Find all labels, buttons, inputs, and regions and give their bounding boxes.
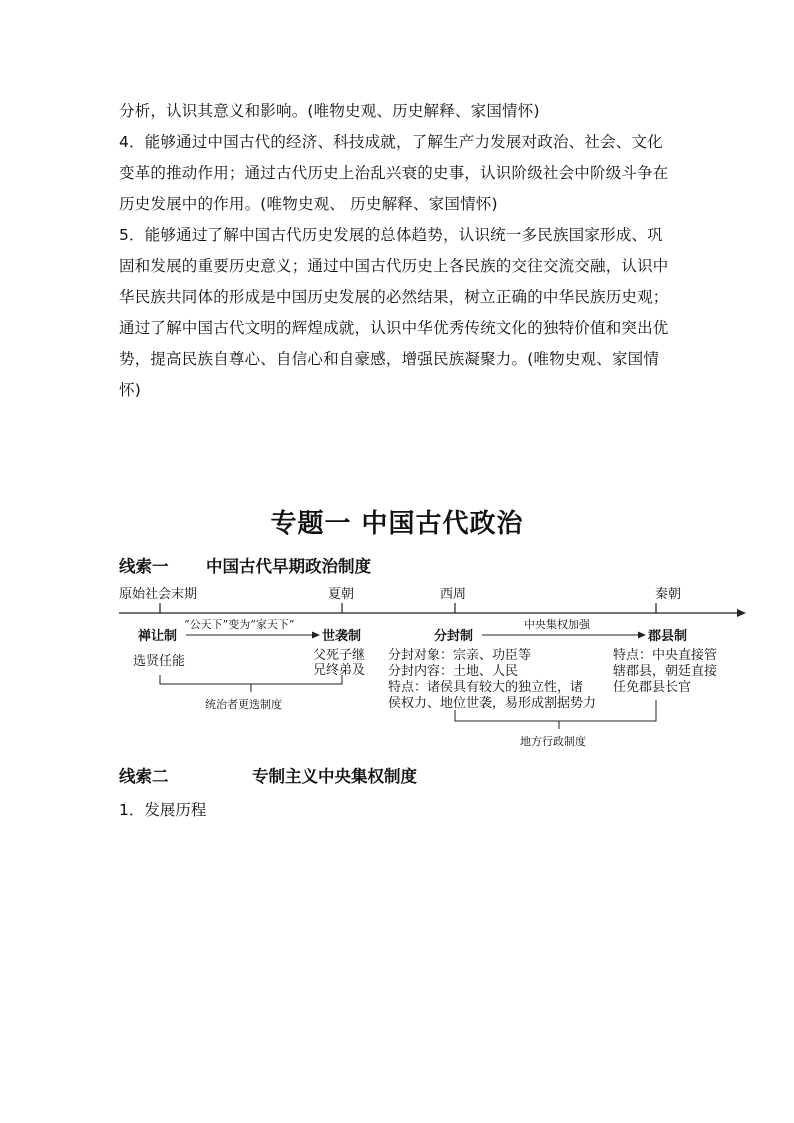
note-text: 特点：诸侯具有较大的独立性，诸 xyxy=(388,680,584,695)
brace-label: 统治者更迭制度 xyxy=(205,698,282,711)
transition-label: 中央集权加强 xyxy=(524,618,590,631)
note-text: 父死子继 xyxy=(313,648,366,663)
note-text: 侯权力、地位世袭，易形成割据势力 xyxy=(388,696,597,711)
timeline-arrowhead xyxy=(737,609,746,617)
text-line: 4．能够通过中国古代的经济、科技成就，了解生产力发展对政治、社会、文化 xyxy=(119,133,663,151)
text-line: 势，提高民族自尊心、自信心和自豪感，增强民族凝聚力。(唯物史观、家国情 xyxy=(119,350,660,368)
transition-label: “公天下”变为“家天下” xyxy=(184,618,295,631)
subheading: 1．发展历程 xyxy=(119,801,207,819)
note-text: 分封对象：宗亲、功臣等 xyxy=(388,648,532,663)
note-text: 任免郡县长官 xyxy=(613,680,692,695)
note-text: 辖郡县，朝廷直接 xyxy=(613,664,718,679)
text-line: 变革的推动作用；通过古代历史上治乱兴衰的史事，认识阶级社会中阶级斗争在 xyxy=(119,164,669,182)
clue-two-heading xyxy=(119,763,417,787)
text-line: 怀) xyxy=(119,381,141,399)
text-line: 华民族共同体的形成是中国历史发展的必然结果，树立正确的中华民族历史观； xyxy=(119,288,669,306)
text-line: 5．能够通过了解中国古代历史发展的总体趋势，认识统一多民族国家形成、巩 xyxy=(119,226,663,244)
text-line: 分析，认识其意义和影响。(唯物史观、历史解释、家国情怀) xyxy=(119,102,540,120)
text-line: 历史发展中的作用。(唯物史观、 历史解释、家国情怀) xyxy=(119,195,498,213)
period-label: 西周 xyxy=(440,587,467,602)
note-text: 分封内容：土地、人民 xyxy=(388,664,519,679)
clue-label: 线索一 xyxy=(119,557,169,576)
text-line: 通过了解中国古代文明的辉煌成就，认识中华优秀传统文化的独特价值和突出优 xyxy=(119,319,669,337)
note-text: 选贤任能 xyxy=(133,654,186,669)
system-label: 分封制 xyxy=(434,629,474,644)
brace-label: 地方行政制度 xyxy=(520,735,586,748)
section-title: 专题一 中国古代政治 xyxy=(270,509,524,539)
system-label: 郡县制 xyxy=(648,629,688,644)
clue-label: 线索二 xyxy=(119,767,169,786)
period-label: 秦朝 xyxy=(655,587,682,602)
clue-text: 专制主义中央集权制度 xyxy=(252,767,417,786)
period-label: 夏朝 xyxy=(328,587,355,602)
period-label: 原始社会末期 xyxy=(119,587,198,602)
transition-arrowhead xyxy=(638,632,646,639)
system-label: 世袭制 xyxy=(322,629,362,644)
transition-arrowhead xyxy=(312,632,320,639)
text-line: 固和发展的重要历史意义；通过中国古代历史上各民族的交往交流交融，认识中 xyxy=(119,257,669,275)
system-label: 禅让制 xyxy=(138,629,178,644)
note-text: 特点：中央直接管 xyxy=(613,648,718,663)
note-text: 兄终弟及 xyxy=(313,663,366,678)
clue-text: 中国古代早期政治制度 xyxy=(206,557,371,576)
